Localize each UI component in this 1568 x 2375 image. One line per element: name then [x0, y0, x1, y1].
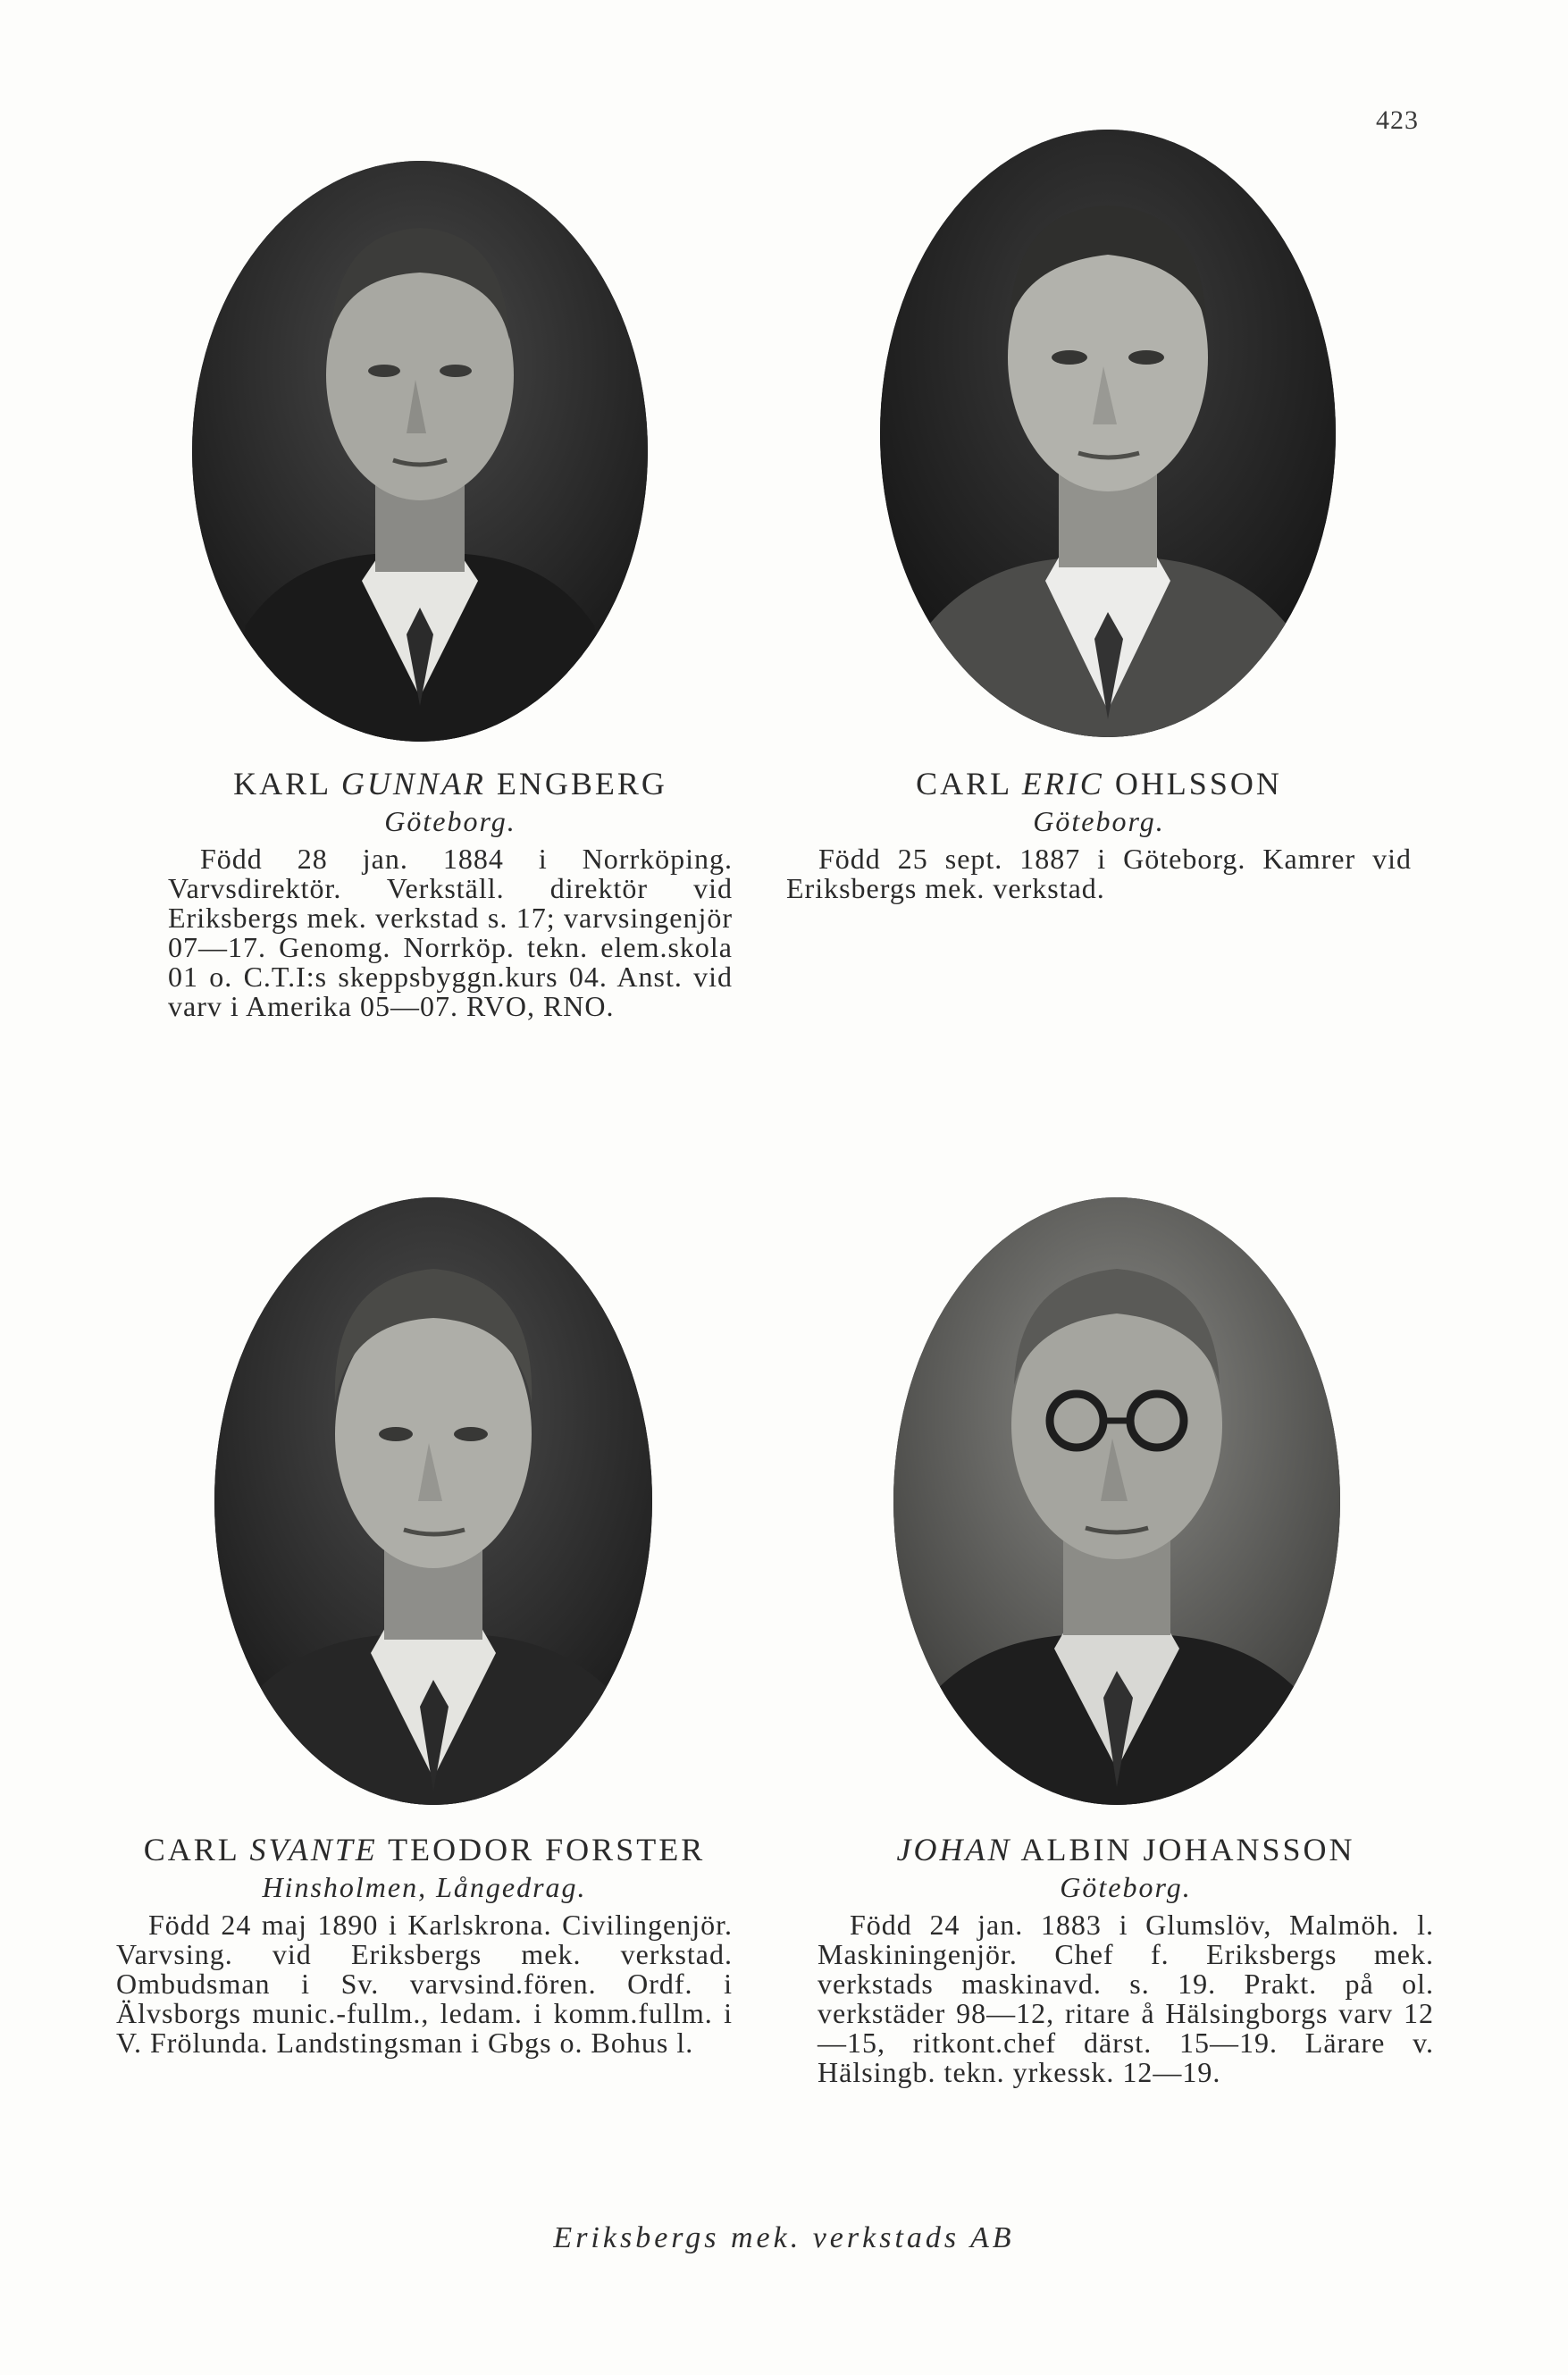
entry-johansson: [818, 1830, 1434, 2087]
first-name: KARL: [233, 766, 331, 801]
entry-forster: [116, 1830, 733, 2058]
last-name: ALBIN JOHANSSON: [1020, 1832, 1355, 1867]
page-footer: Eriksbergs mek. verkstads AB: [553, 2221, 1015, 2254]
first-name: CARL: [143, 1832, 239, 1867]
last-name: OHLSSON: [1114, 766, 1282, 801]
residence: Göteborg.: [1033, 805, 1165, 837]
person-name: [818, 1830, 1434, 1869]
last-name: TEODOR FORSTER: [388, 1832, 706, 1867]
biography: Född 24 jan. 1883 i Glumslöv, Malmöh. l. Maskiningenjör. Chef f. Eriksbergs mek. verkstads maskinavd. s. 19. Prakt. på ol. verkstäder 98—12, ritare å Hälsingborgs varv 12—15, ritkont.chef därst. 15—19. Lärare v. Hälsingb. tekn. yrkessk. 12—19.: [818, 1909, 1434, 2088]
residence: Hinsholmen, Långedrag.: [262, 1871, 587, 1903]
last-name: ENGBERG: [496, 766, 667, 801]
given-name: ERIC: [1021, 766, 1104, 801]
residence: Göteborg.: [384, 805, 516, 837]
page-number: 423: [1376, 105, 1419, 135]
portrait-photo-johansson: [893, 1197, 1340, 1805]
entry-engberg: [168, 764, 733, 1021]
biography: Född 28 jan. 1884 i Norrköping. Varvsdirektör. Verkställ. direktör vid Eriksbergs mek. verkstad s. 17; varvsingenjör 07—17. Genomg. Norrköp. tekn. elem.skola 01 o. C.T.I:s skeppsbyggn.kurs 04. Anst. vid varv i Amerika 05—07. RVO, RNO.: [168, 843, 733, 1022]
person-name: [116, 1830, 733, 1869]
given-name: JOHAN: [896, 1832, 1012, 1867]
first-name: CARL: [916, 766, 1011, 801]
person-name: [168, 764, 733, 803]
given-name: GUNNAR: [340, 766, 486, 801]
residence: Göteborg.: [1060, 1871, 1192, 1903]
biography: Född 24 maj 1890 i Karlskrona. Civilingenjör. Varvsing. vid Eriksbergs mek. verkstad. Ombudsman i Sv. varvsind.fören. Ordf. i Älvsborgs munic.-fullm., ledam. i komm.fullm. i V. Frölunda. Landstingsman i Gbgs o. Bohus l.: [116, 1909, 733, 2059]
biography: Född 25 sept. 1887 i Göteborg. Kamrer vid Eriksbergs mek. verkstad.: [786, 843, 1412, 904]
given-name: SVANTE: [249, 1832, 378, 1867]
portrait-photo-engberg: [192, 161, 648, 742]
portrait-photo-ohlsson: [880, 130, 1336, 737]
person-name: [786, 764, 1412, 803]
entry-ohlsson: [786, 764, 1412, 903]
portrait-photo-forster: [214, 1197, 652, 1805]
